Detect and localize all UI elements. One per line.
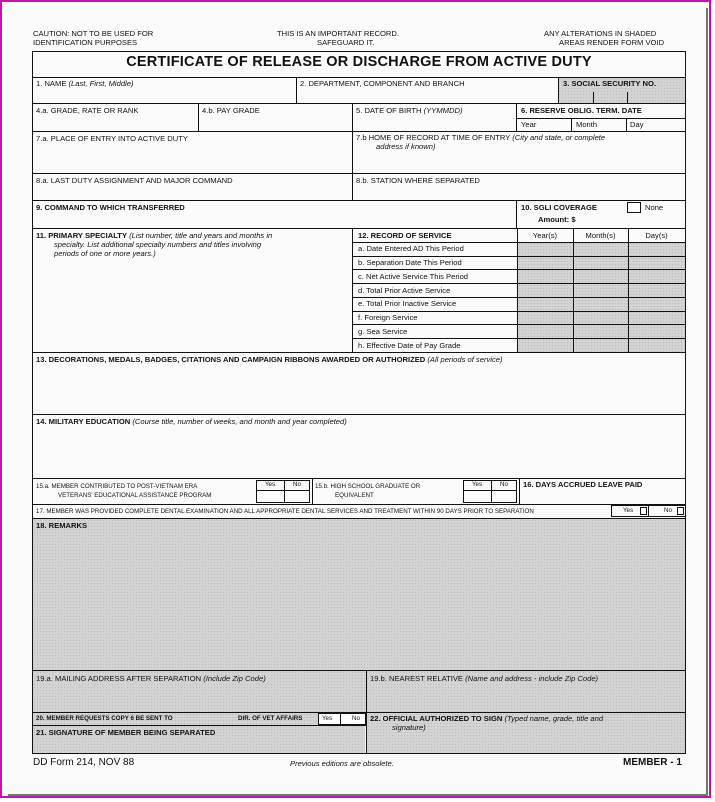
q15a-yes-label: Yes — [264, 481, 276, 488]
field-name-label: 1. NAME (Last, First, Middle) — [36, 79, 134, 88]
field-official-label: 22. OFFICIAL AUTHORIZED TO SIGN (Typed name, grade, title and — [370, 714, 604, 723]
q15b-yes-checkbox[interactable] — [464, 491, 490, 502]
sgli-none-label: None — [645, 203, 664, 212]
copy-designation: MEMBER - 1 — [623, 757, 682, 768]
field-entry-place-label: 7.a. PLACE OF ENTRY INTO ACTIVE DUTY — [36, 134, 188, 143]
q20-vet-affairs-label: DIR. OF VET AFFAIRS — [238, 715, 303, 722]
reserve-year-label: Year — [521, 120, 537, 129]
q17-dental-label: 17. MEMBER WAS PROVIDED COMPLETE DENTAL EXAMINATION AND ALL APPROPRIATE DENTAL SERVICES AND TREATMENT WITHIN 90 DAYS PRIOR TO SEPARATION — [36, 508, 534, 515]
field-decorations-label: 13. DECORATIONS, MEDALS, BADGES, CITATIONS AND CAMPAIGN RIBBONS AWARDED OR AUTHORIZED (All periods of service) — [36, 355, 503, 364]
reserve-day-label: Day — [630, 120, 644, 129]
service-row-d: d. Total Prior Active Service — [358, 286, 451, 295]
field-mailing-label: 19.a. MAILING ADDRESS AFTER SEPARATION (Include Zip Code) — [36, 674, 266, 683]
q15a-line-1: 15.a. MEMBER CONTRIBUTED TO POST-VIETNAM ERA — [36, 483, 198, 490]
field-station-label: 8.b. STATION WHERE SEPARATED — [356, 176, 480, 185]
field-education-label: 14. MILITARY EDUCATION (Course title, number of weeks, and month and year completed) — [36, 417, 347, 426]
important-line-2: SAFEGUARD IT. — [317, 38, 375, 47]
obsolete-notice: Previous editions are obsolete. — [290, 759, 394, 768]
important-line-1: THIS IS AN IMPORTANT RECORD. — [277, 29, 399, 38]
record-days-header: Day(s) — [645, 231, 668, 240]
q20-no-label: No — [352, 715, 360, 722]
field-remarks-label: 18. REMARKS — [36, 521, 88, 530]
service-row-c: c. Net Active Service This Period — [358, 272, 469, 281]
q15b-line-2: EQUIVALENT — [335, 492, 374, 499]
q17-no-checkbox[interactable] — [677, 507, 684, 515]
field-paygrade-label: 4.b. PAY GRADE — [202, 106, 260, 115]
field-dob-label: 5. DATE OF BIRTH (YYMMDD) — [356, 106, 463, 115]
sgli-none-checkbox[interactable] — [627, 202, 641, 213]
q17-yes-label: Yes — [623, 507, 634, 514]
q20-yes-checkbox[interactable] — [334, 715, 339, 723]
q20-no-checkbox[interactable] — [344, 715, 350, 723]
q15a-no-checkbox[interactable] — [285, 491, 309, 502]
reserve-month-label: Month — [576, 120, 598, 129]
q15b-line-1: 15.b. HIGH SCHOOL GRADUATE OR — [315, 483, 421, 490]
q17-no-label: No — [664, 507, 672, 514]
service-row-h: h. Effective Date of Pay Grade — [358, 341, 461, 350]
q17-yes-checkbox[interactable] — [640, 507, 647, 515]
service-row-g: g. Sea Service — [358, 327, 408, 336]
field-specialty-label: 11. PRIMARY SPECIALTY (List number, title and years and months in — [36, 231, 273, 240]
form-number: DD Form 214, NOV 88 — [33, 757, 135, 768]
record-months-header: Month(s) — [585, 231, 616, 240]
q20-yes-label: Yes — [322, 715, 333, 722]
field-grade-label: 4.a. GRADE, RATE OR RANK — [36, 106, 139, 115]
q15a-line-2: VETERANS' EDUCATIONAL ASSISTANCE PROGRAM — [58, 492, 212, 499]
field-sgli-label: 10. SGLI COVERAGE — [521, 203, 597, 212]
field-command-label: 9. COMMAND TO WHICH TRANSFERRED — [36, 203, 185, 212]
form-title: CERTIFICATE OF RELEASE OR DISCHARGE FROM ACTIVE DUTY — [126, 54, 592, 70]
caution-line-1: CAUTION: NOT TO BE USED FOR — [33, 29, 154, 38]
service-row-b: b. Separation Date This Period — [358, 258, 462, 267]
remarks-shaded-area — [33, 519, 685, 670]
service-row-f: f. Foreign Service — [358, 313, 418, 322]
service-row-e: e. Total Prior Inactive Service — [358, 299, 457, 308]
field-relative-label: 19.b. NEAREST RELATIVE (Name and address - include Zip Code) — [370, 674, 599, 683]
field-reserve-label: 6. RESERVE OBLIG. TERM. DATE — [521, 106, 642, 115]
q15b-yes-label: Yes — [471, 481, 483, 488]
q20-label: 20. MEMBER REQUESTS COPY 6 BE SENT TO — [36, 715, 173, 722]
q15a-no-label: No — [293, 481, 301, 488]
alterations-line-2: AREAS RENDER FORM VOID — [559, 38, 665, 47]
q15b-no-label: No — [500, 481, 508, 488]
caution-line-2: IDENTIFICATION PURPOSES — [33, 38, 138, 47]
field-ssn-label: 3. SOCIAL SECURITY NO. — [563, 79, 656, 88]
q15a-yes-checkbox[interactable] — [257, 491, 283, 502]
sgli-amount-label: Amount: $ — [538, 215, 576, 224]
field-last-assignment-label: 8.a. LAST DUTY ASSIGNMENT AND MAJOR COMMAND — [36, 176, 233, 185]
field-leave-label: 16. DAYS ACCRUED LEAVE PAID — [523, 480, 643, 489]
record-of-service-label: 12. RECORD OF SERVICE — [358, 231, 452, 240]
field-home-record-hint: address if known) — [376, 142, 436, 151]
field-signature-label: 21. SIGNATURE OF MEMBER BEING SEPARATED — [36, 728, 216, 737]
field-home-record-label: 7.b HOME OF RECORD AT TIME OF ENTRY (City and state, or complete — [356, 133, 606, 142]
field-specialty-hint-2: specialty. List additional specialty numbers and titles involving — [54, 240, 262, 249]
service-row-a: a. Date Entered AD This Period — [358, 244, 464, 253]
field-department-label: 2. DEPARTMENT, COMPONENT AND BRANCH — [300, 79, 465, 88]
field-official-hint: signature) — [392, 723, 426, 732]
q15b-no-checkbox[interactable] — [492, 491, 516, 502]
field-specialty-hint-3: periods of one or more years.) — [54, 249, 156, 258]
record-years-header: Year(s) — [532, 231, 558, 240]
alterations-line-1: ANY ALTERATIONS IN SHADED — [544, 29, 657, 38]
